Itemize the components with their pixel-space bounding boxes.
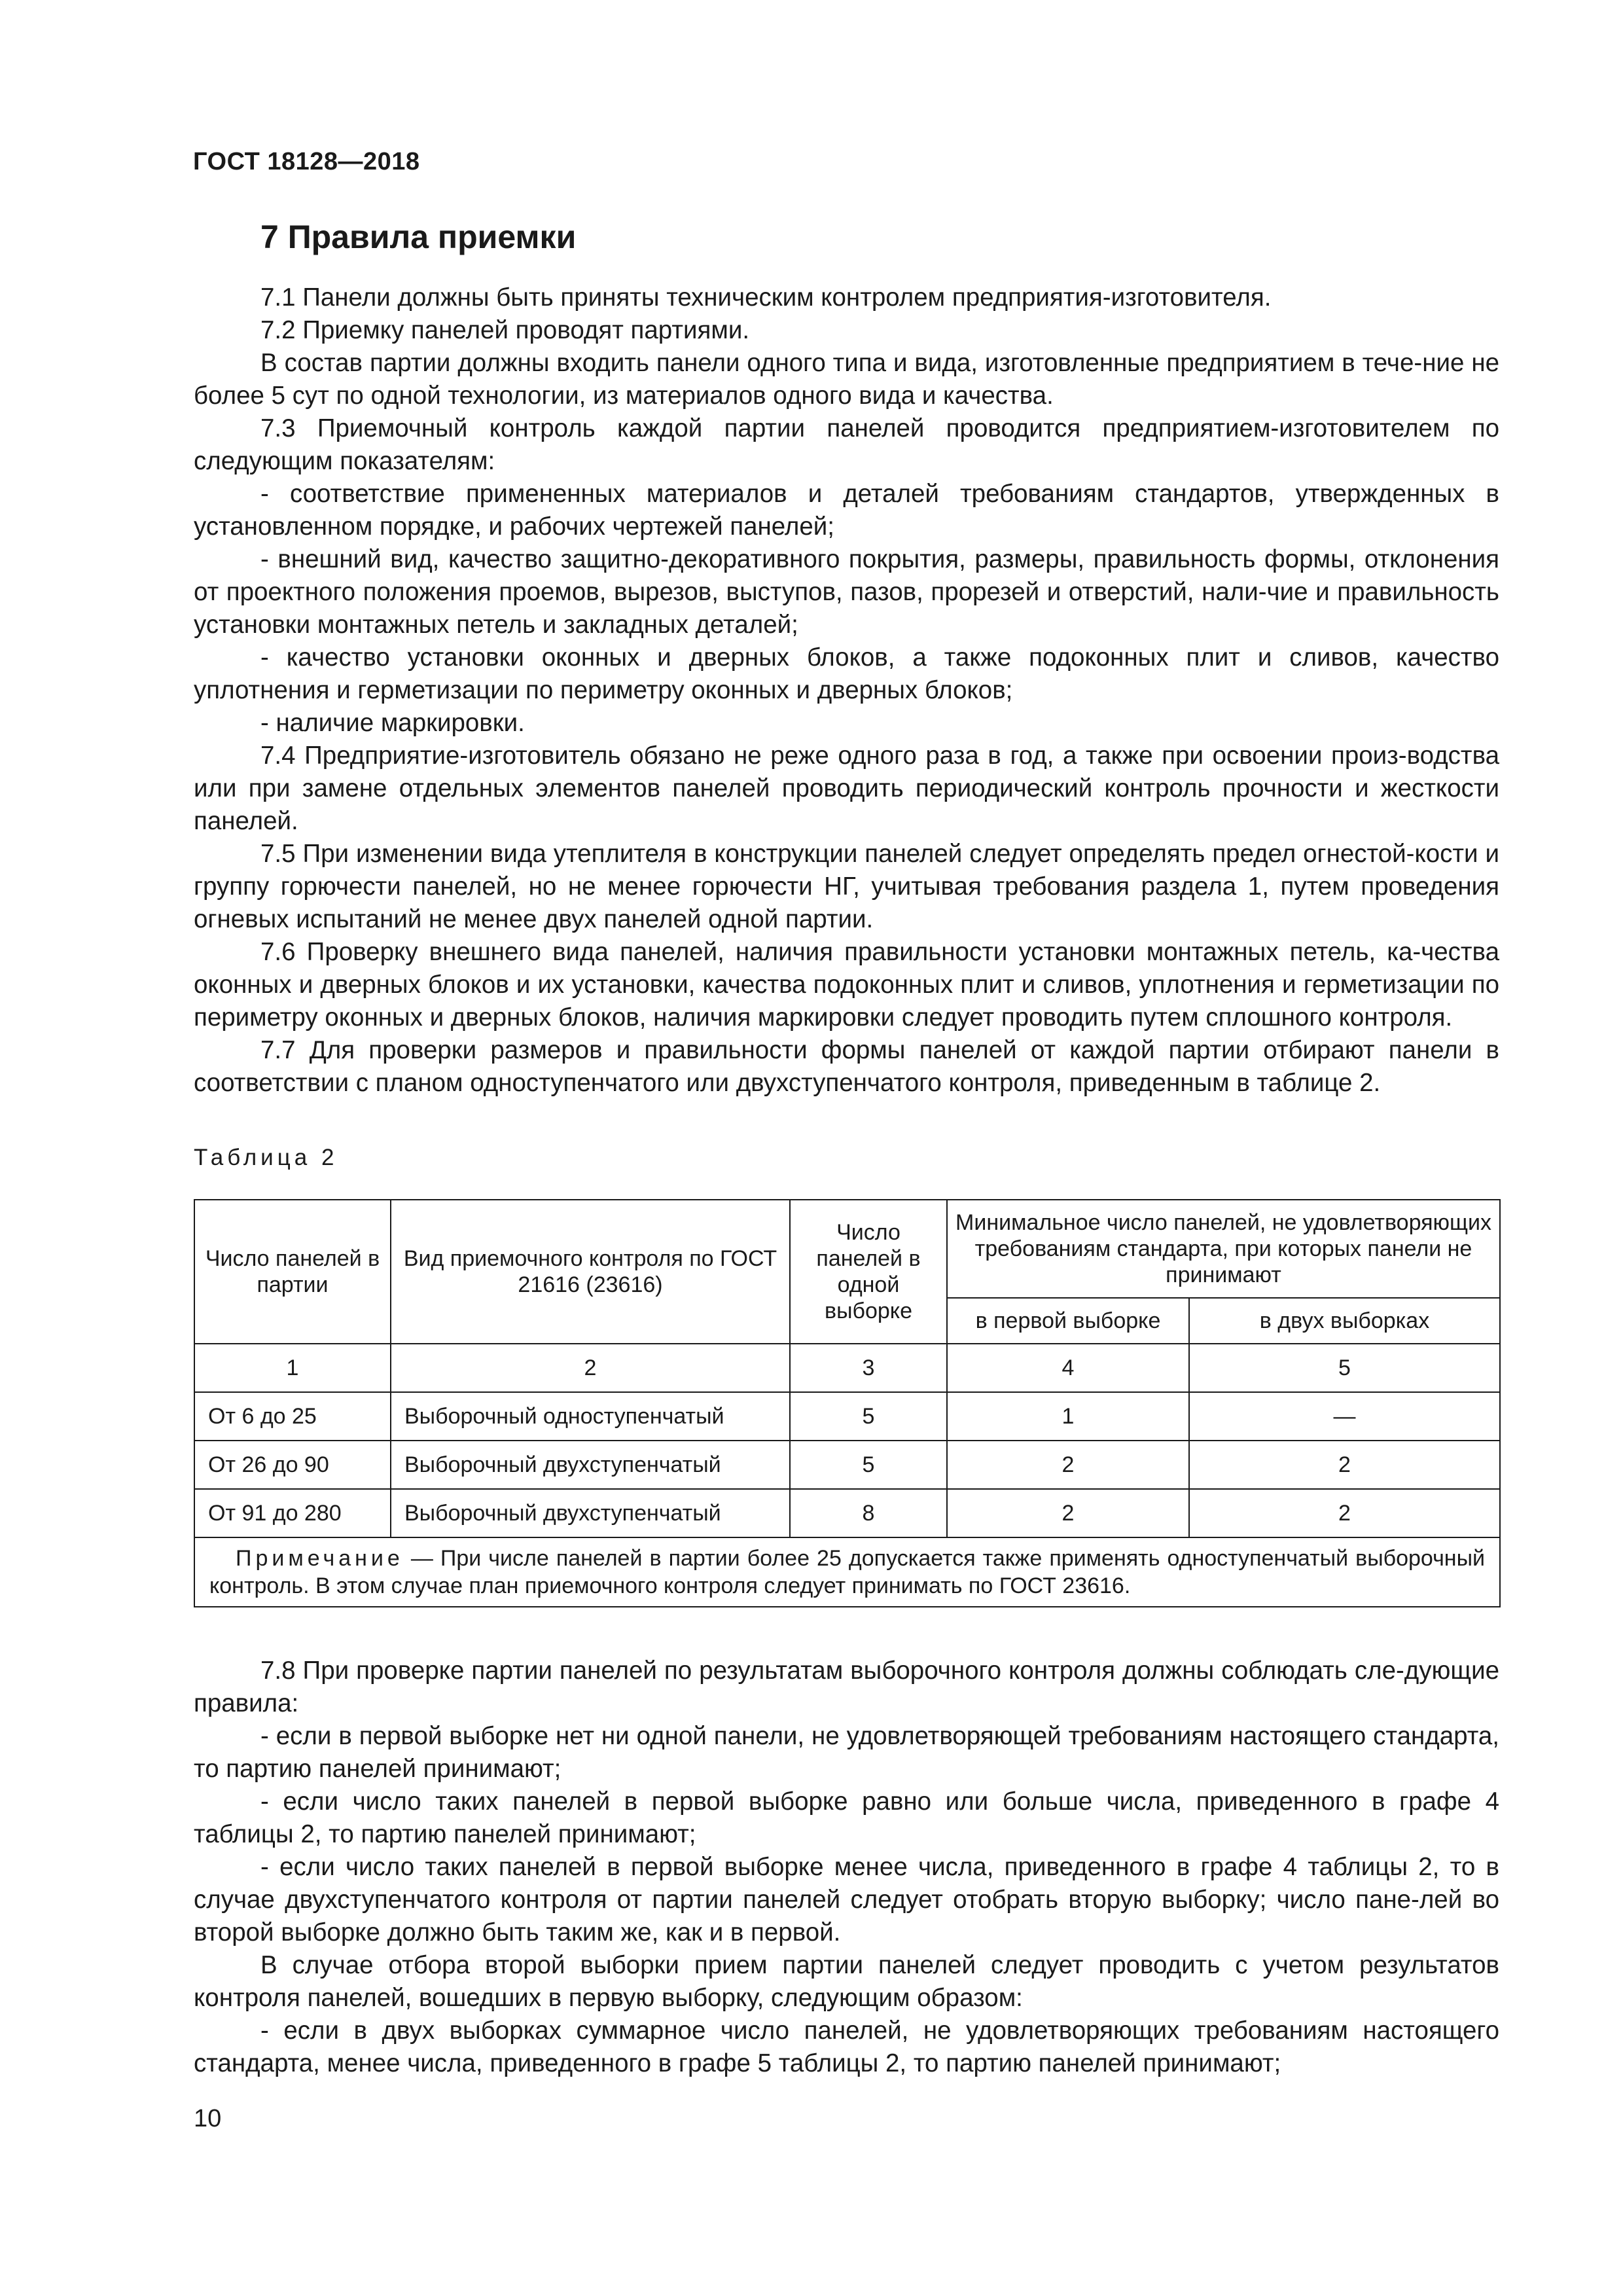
paragraph: В случае отбора второй выборки прием партии панелей следует проводить с учетом результатов контроля панелей, вошедших в первую выборку, следующим образом: — [194, 1951, 1499, 2012]
table-cell: 2 — [1189, 1441, 1500, 1489]
body-text-bottom — [194, 1655, 1499, 2080]
table-note-row — [194, 1537, 1500, 1607]
body-text-top — [194, 281, 1499, 1100]
table-cell: — — [1189, 1392, 1500, 1441]
note-label: Примечание — [236, 1546, 404, 1571]
list-item: - качество установки оконных и дверных блоков, а также подоконных плит и сливов, качество уплотнения и герметизации по периметру оконных и дверных блоков; — [194, 643, 1499, 704]
paragraph: 7.1 Панели должны быть приняты техническим контролем предприятия-изготовителя. — [260, 283, 1272, 312]
table-row — [194, 1441, 1500, 1489]
paragraph: 7.6 Проверку внешнего вида панелей, наличия правильности установки монтажных петель, ка-чества оконных и дверных блоков и их установки, качества подоконных плит и сливов, уплотнения и герметизации по периметру оконных и дверных блоков, наличия маркировки следует проводить путем сплошного контроля. — [194, 938, 1499, 1031]
table-cell: 2 — [947, 1441, 1189, 1489]
paragraph: 7.3 Приемочный контроль каждой партии панелей проводится предприятием-изготовителем по следующим показателям: — [194, 414, 1499, 475]
column-number: 1 — [194, 1344, 391, 1392]
table-column-numbers — [194, 1344, 1500, 1392]
table-cell: Выборочный двухступенчатый — [391, 1489, 790, 1537]
column-number: 5 — [1189, 1344, 1500, 1392]
table-cell: От 91 до 280 — [194, 1489, 391, 1537]
list-item: - если число таких панелей в первой выборке равно или больше числа, приведенного в графе 4 таблицы 2, то партию панелей принимают; — [194, 1787, 1499, 1848]
list-item: - наличие маркировки. — [260, 709, 525, 737]
header-two-samples: в двух выборках — [1189, 1298, 1500, 1344]
paragraph: 7.2 Приемку панелей проводят партиями. — [260, 316, 750, 344]
paragraph: 7.5 При изменении вида утеплителя в конструкции панелей следует определять предел огнестой-кости и группу горючести панелей, но не менее горючести НГ, учитывая требования раздела 1, путем проведения огневых испытаний не менее двух панелей одной партии. — [194, 840, 1499, 933]
note-text: — При числе панелей в партии более 25 допускается также применять одноступенчатый выборочный контроль. В этом случае план приемочного контроля следует принимать по ГОСТ 23616. — [209, 1546, 1486, 1598]
table-cell: 2 — [1189, 1489, 1500, 1537]
table-row — [194, 1489, 1500, 1537]
table-cell: 2 — [947, 1489, 1189, 1537]
column-number: 2 — [391, 1344, 790, 1392]
table-note — [194, 1537, 1500, 1607]
list-item: - если число таких панелей в первой выборке менее числа, приведенного в графе 4 таблицы 2, то в случае двухступенчатого контроля от партии панелей следует отобрать вторую выборку; число пане-лей во второй выборке должно быть таким же, как и в первой. — [194, 1853, 1499, 1946]
header-min-rejected: Минимальное число панелей, не удовлетворяющих требованиям стандарта, при которых панели не принимают — [947, 1200, 1500, 1298]
table-caption: Таблица 2 — [194, 1145, 338, 1170]
paragraph: В состав партии должны входить панели одного типа и вида, изготовленные предприятием в тече-ние не более 5 сут по одной технологии, из материалов одного вида и качества. — [194, 349, 1499, 410]
table-cell: 1 — [947, 1392, 1189, 1441]
paragraph: 7.4 Предприятие-изготовитель обязано не реже одного раза в год, а также при освоении произ-водства или при замене отдельных элементов панелей проводить периодический контроль прочности и жесткости панелей. — [194, 742, 1499, 835]
column-number: 3 — [790, 1344, 947, 1392]
list-item: - соответствие примененных материалов и деталей требованиям стандартов, утвержденных в установленном порядке, и рабочих чертежей панелей; — [194, 480, 1499, 541]
table-cell: От 6 до 25 — [194, 1392, 391, 1441]
table-header-row — [194, 1200, 1500, 1298]
paragraph: 7.7 Для проверки размеров и правильности формы панелей от каждой партии отбирают панели в соответствии с планом одноступенчатого или двухступенчатого контроля, приведенным в таблице 2. — [194, 1036, 1499, 1097]
table-cell: 8 — [790, 1489, 947, 1537]
column-number: 4 — [947, 1344, 1189, 1392]
page-number: 10 — [194, 2105, 222, 2132]
table-cell: Выборочный двухступенчатый — [391, 1441, 790, 1489]
table-cell: От 26 до 90 — [194, 1441, 391, 1489]
header-first-sample: в первой выборке — [947, 1298, 1189, 1344]
table-row — [194, 1392, 1500, 1441]
list-item: - если в первой выборке нет ни одной панели, не удовлетворяющей требованиям настоящего стандарта, то партию панелей принимают; — [194, 1722, 1499, 1783]
table-cell: Выборочный одноступенчатый — [391, 1392, 790, 1441]
paragraph: 7.8 При проверке партии панелей по результатам выборочного контроля должны соблюдать сле-дующие правила: — [194, 1657, 1499, 1717]
header-control-type: Вид приемочного контроля по ГОСТ 21616 (23616) — [391, 1200, 790, 1344]
section-heading: 7 Правила приемки — [260, 219, 577, 255]
header-sample-size: Число панелей в одной выборке — [790, 1200, 947, 1344]
list-item: - если в двух выборках суммарное число панелей, не удовлетворяющих требованиям настоящего стандарта, менее числа, приведенного в графе 5 таблицы 2, то партию панелей принимают; — [194, 2017, 1499, 2077]
header-batch-size: Число панелей в партии — [194, 1200, 391, 1344]
list-item: - внешний вид, качество защитно-декоративного покрытия, размеры, правильность формы, отклонения от проектного положения проемов, вырезов, выступов, пазов, прорезей и отверстий, нали-чие и правильность установки монтажных петель и закладных деталей; — [194, 545, 1499, 639]
document-code: ГОСТ 18128—2018 — [193, 148, 420, 175]
acceptance-table — [194, 1199, 1501, 1607]
table-cell: 5 — [790, 1392, 947, 1441]
table-cell: 5 — [790, 1441, 947, 1489]
